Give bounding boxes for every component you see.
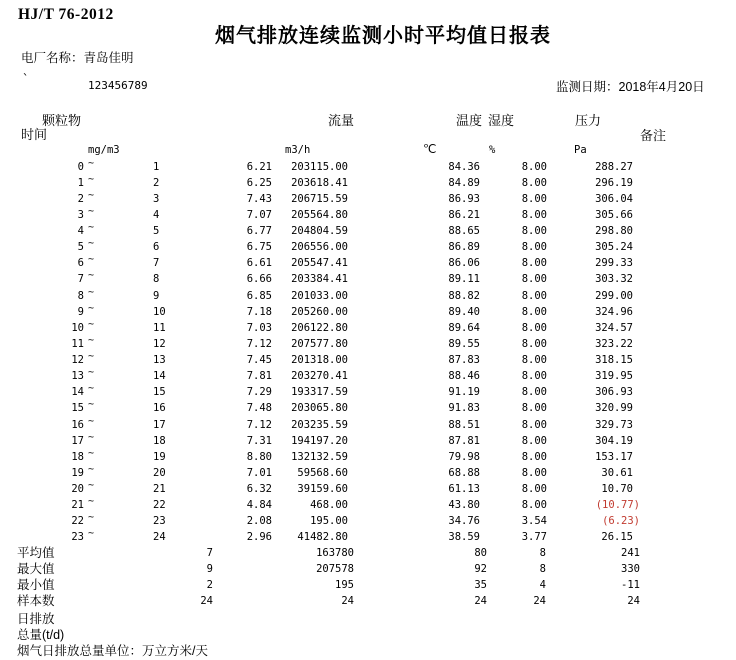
cell-hour-start: 9 <box>77 305 84 318</box>
cell-temp: 91.19 <box>448 386 480 399</box>
cell-hour-end: 11 <box>153 321 166 334</box>
cell-flow: 194197.20 <box>291 434 348 447</box>
table-row <box>0 449 736 465</box>
cell-humidity: 8.00 <box>521 241 547 254</box>
cell-pressure: 30.61 <box>601 466 633 479</box>
cell-hour-end: 18 <box>153 434 166 447</box>
cell-temp: 43.80 <box>448 499 480 512</box>
cell-temp: 88.51 <box>448 418 480 431</box>
summary-temp: 35 <box>474 579 487 591</box>
cell-temp: 84.36 <box>448 160 480 173</box>
table-row <box>0 207 736 223</box>
summary-pm: 2 <box>206 579 213 591</box>
tilde-separator: ~ <box>88 173 95 185</box>
cell-pm: 6.61 <box>246 257 272 270</box>
cell-pm: 7.01 <box>246 466 272 479</box>
cell-pressure: 288.27 <box>595 160 633 173</box>
table-row <box>0 352 736 368</box>
summary-temp: 92 <box>474 563 487 575</box>
cell-pressure: 318.15 <box>595 354 633 367</box>
cell-humidity: 8.00 <box>521 370 547 383</box>
cell-temp: 89.40 <box>448 305 480 318</box>
page-title: 烟气排放连续监测小时平均值日报表 <box>215 25 551 47</box>
cell-pm: 7.18 <box>246 305 272 318</box>
cell-temp: 87.81 <box>448 434 480 447</box>
table-row <box>0 239 736 255</box>
cell-hour-end: 12 <box>153 337 166 350</box>
cell-flow: 468.00 <box>310 499 348 512</box>
cell-pm: 7.03 <box>246 321 272 334</box>
cell-hour-start: 19 <box>71 466 84 479</box>
cell-pressure: 299.33 <box>595 257 633 270</box>
cell-temp: 86.06 <box>448 257 480 270</box>
tilde-separator: ~ <box>88 431 95 443</box>
unit-pressure: Pa <box>574 144 587 156</box>
summary-pressure: 241 <box>621 547 640 559</box>
cell-pressure: 305.24 <box>595 241 633 254</box>
cell-hour-start: 8 <box>77 289 84 302</box>
tilde-separator: ~ <box>88 351 95 363</box>
cell-pressure: (10.77) <box>595 499 640 512</box>
table-row <box>0 191 736 207</box>
tilde-separator: ~ <box>88 318 95 330</box>
cell-hour-start: 22 <box>71 515 84 528</box>
summary-humidity: 24 <box>533 595 546 607</box>
summary-row <box>0 561 736 577</box>
cell-hour-end: 16 <box>153 402 166 415</box>
cell-pressure: 324.57 <box>595 321 633 334</box>
summary-humidity: 8 <box>539 563 546 575</box>
cell-humidity: 3.54 <box>521 515 547 528</box>
cell-humidity: 8.00 <box>521 418 547 431</box>
cell-flow: 201033.00 <box>291 289 348 302</box>
cell-pressure: 319.95 <box>595 370 633 383</box>
tilde-separator: ~ <box>88 480 95 492</box>
cell-humidity: 8.00 <box>521 192 547 205</box>
cell-humidity: 8.00 <box>521 337 547 350</box>
summary-pm: 7 <box>206 547 213 559</box>
cell-pressure: 26.15 <box>601 531 633 544</box>
table-row <box>0 320 736 336</box>
cell-hour-end: 6 <box>153 241 160 254</box>
tilde-separator: ~ <box>88 447 95 459</box>
summary-row <box>0 593 736 609</box>
cell-flow: 203618.41 <box>291 176 348 189</box>
cell-temp: 88.82 <box>448 289 480 302</box>
table-row <box>0 288 736 304</box>
cell-flow: 205260.00 <box>291 305 348 318</box>
cell-flow: 132132.59 <box>291 450 348 463</box>
cell-flow: 206715.59 <box>291 192 348 205</box>
footer-line: 日排放 <box>17 612 55 626</box>
table-row <box>0 271 736 287</box>
summary-label: 平均值 <box>17 546 55 560</box>
cell-humidity: 8.00 <box>521 208 547 221</box>
cell-humidity: 8.00 <box>521 450 547 463</box>
cell-pressure: 298.80 <box>595 225 633 238</box>
cell-temp: 87.83 <box>448 354 480 367</box>
cell-flow: 41482.80 <box>297 531 348 544</box>
cell-hour-start: 2 <box>77 192 84 205</box>
tilde-separator: ~ <box>88 157 95 169</box>
cell-humidity: 8.00 <box>521 273 547 286</box>
cell-flow: 204804.59 <box>291 225 348 238</box>
cell-hour-end: 13 <box>153 354 166 367</box>
unit-flow: m3/h <box>285 144 311 156</box>
cell-hour-start: 4 <box>77 225 84 238</box>
cell-hour-end: 21 <box>153 483 166 496</box>
cell-hour-end: 22 <box>153 499 166 512</box>
cell-temp: 38.59 <box>448 531 480 544</box>
cell-hour-start: 18 <box>71 450 84 463</box>
cell-pm: 2.08 <box>246 515 272 528</box>
cell-pm: 6.25 <box>246 176 272 189</box>
table-row <box>0 433 736 449</box>
cell-pressure: (6.23) <box>602 515 640 528</box>
cell-pm: 4.84 <box>246 499 272 512</box>
tilde-separator: ~ <box>88 189 95 201</box>
summary-flow: 195 <box>335 579 354 591</box>
cell-hour-end: 17 <box>153 418 166 431</box>
cell-pressure: 153.17 <box>595 450 633 463</box>
cell-humidity: 8.00 <box>521 289 547 302</box>
cell-hour-start: 13 <box>71 370 84 383</box>
table-row <box>0 255 736 271</box>
cell-hour-end: 1 <box>153 160 160 173</box>
table-row <box>0 336 736 352</box>
cell-hour-end: 23 <box>153 515 166 528</box>
cell-pressure: 303.32 <box>595 273 633 286</box>
cell-hour-end: 24 <box>153 531 166 544</box>
cell-hour-start: 14 <box>71 386 84 399</box>
summary-temp: 24 <box>474 595 487 607</box>
cell-flow: 203235.59 <box>291 418 348 431</box>
cell-temp: 88.65 <box>448 225 480 238</box>
cell-hour-end: 9 <box>153 289 160 302</box>
unit-temp: ℃ <box>423 142 437 156</box>
cell-pm: 7.48 <box>246 402 272 415</box>
cell-hour-start: 7 <box>77 273 84 286</box>
cell-temp: 86.21 <box>448 208 480 221</box>
cell-temp: 91.83 <box>448 402 480 415</box>
cell-flow: 193317.59 <box>291 386 348 399</box>
cell-hour-start: 1 <box>77 176 84 189</box>
cell-humidity: 8.00 <box>521 321 547 334</box>
summary-humidity: 4 <box>539 579 546 591</box>
summary-temp: 80 <box>474 547 487 559</box>
summary-label: 最小值 <box>17 578 55 592</box>
summary-pressure: -11 <box>621 579 640 591</box>
cell-pm: 6.32 <box>246 483 272 496</box>
cell-temp: 89.55 <box>448 337 480 350</box>
cell-flow: 203115.00 <box>291 160 348 173</box>
cell-temp: 86.89 <box>448 241 480 254</box>
footer-line: 总量(t/d) <box>17 628 65 642</box>
table-row <box>0 497 736 513</box>
col-header-flow: 流量 <box>328 113 355 128</box>
cell-hour-end: 10 <box>153 305 166 318</box>
summary-flow: 163780 <box>316 547 354 559</box>
table-row <box>0 465 736 481</box>
cell-temp: 34.76 <box>448 515 480 528</box>
summary-humidity: 8 <box>539 547 546 559</box>
cell-hour-start: 0 <box>77 160 84 173</box>
table-row <box>0 513 736 529</box>
cell-flow: 206122.80 <box>291 321 348 334</box>
tilde-separator: ~ <box>88 222 95 234</box>
tilde-separator: ~ <box>88 286 95 298</box>
cell-pm: 6.85 <box>246 289 272 302</box>
cell-humidity: 8.00 <box>521 402 547 415</box>
cell-hour-end: 20 <box>153 466 166 479</box>
cell-humidity: 8.00 <box>521 434 547 447</box>
col-header-time: 时间 <box>21 127 48 142</box>
tilde-separator: ~ <box>88 415 95 427</box>
cell-pm: 7.12 <box>246 418 272 431</box>
cell-humidity: 8.00 <box>521 354 547 367</box>
summary-pressure: 330 <box>621 563 640 575</box>
cell-pm: 7.45 <box>246 354 272 367</box>
cell-hour-end: 2 <box>153 176 160 189</box>
cell-temp: 61.13 <box>448 483 480 496</box>
cell-humidity: 8.00 <box>521 386 547 399</box>
standard-code: HJ/T 76-2012 <box>18 6 114 23</box>
summary-pm: 9 <box>206 563 213 575</box>
cell-pm: 6.21 <box>246 160 272 173</box>
cell-flow: 195.00 <box>310 515 348 528</box>
cell-hour-start: 21 <box>71 499 84 512</box>
cell-pm: 6.66 <box>246 273 272 286</box>
stray-mark: ` <box>22 72 30 86</box>
cell-flow: 59568.60 <box>297 466 348 479</box>
cell-pressure: 324.96 <box>595 305 633 318</box>
summary-flow: 207578 <box>316 563 354 575</box>
cell-hour-end: 7 <box>153 257 160 270</box>
cell-hour-start: 20 <box>71 483 84 496</box>
cell-hour-start: 11 <box>71 337 84 350</box>
tilde-separator: ~ <box>88 238 95 250</box>
cell-hour-end: 8 <box>153 273 160 286</box>
tilde-separator: ~ <box>88 463 95 475</box>
cell-pressure: 320.99 <box>595 402 633 415</box>
table-row <box>0 529 736 545</box>
cell-flow: 203270.41 <box>291 370 348 383</box>
footer-line: 烟气日排放总量单位：万立方米/天 <box>17 644 208 658</box>
cell-flow: 203065.80 <box>291 402 348 415</box>
cell-hour-start: 17 <box>71 434 84 447</box>
cell-pm: 7.29 <box>246 386 272 399</box>
col-header-pm: 颗粒物 <box>42 113 82 128</box>
summary-label: 最大值 <box>17 562 55 576</box>
summary-flow: 24 <box>341 595 354 607</box>
col-header-pressure: 压力 <box>575 113 602 128</box>
cell-flow: 201318.00 <box>291 354 348 367</box>
cell-temp: 79.98 <box>448 450 480 463</box>
cell-pressure: 296.19 <box>595 176 633 189</box>
summary-pm: 24 <box>200 595 213 607</box>
tilde-separator: ~ <box>88 399 95 411</box>
table-row <box>0 223 736 239</box>
cell-flow: 206556.00 <box>291 241 348 254</box>
cell-flow: 205564.80 <box>291 208 348 221</box>
cell-flow: 203384.41 <box>291 273 348 286</box>
summary-row <box>0 577 736 593</box>
table-row <box>0 481 736 497</box>
monitor-date-label: 监测日期：2018年4月20日 <box>556 80 705 94</box>
plant-name-label: 电厂名称：青岛佳明 <box>21 51 134 65</box>
cell-pm: 7.31 <box>246 434 272 447</box>
tilde-separator: ~ <box>88 270 95 282</box>
cell-humidity: 8.00 <box>521 499 547 512</box>
cell-humidity: 8.00 <box>521 257 547 270</box>
cell-humidity: 8.00 <box>521 176 547 189</box>
tilde-separator: ~ <box>88 383 95 395</box>
summary-label: 样本数 <box>17 594 55 608</box>
cell-hour-start: 5 <box>77 241 84 254</box>
cell-hour-end: 3 <box>153 192 160 205</box>
cell-pressure: 304.19 <box>595 434 633 447</box>
cell-hour-start: 3 <box>77 208 84 221</box>
tilde-separator: ~ <box>88 528 95 540</box>
cell-hour-start: 6 <box>77 257 84 270</box>
cell-humidity: 8.00 <box>521 483 547 496</box>
cell-pressure: 323.22 <box>595 337 633 350</box>
cell-hour-start: 23 <box>71 531 84 544</box>
table-row <box>0 400 736 416</box>
cell-pm: 7.81 <box>246 370 272 383</box>
cell-pm: 6.77 <box>246 225 272 238</box>
col-header-temp: 温度 <box>456 113 483 128</box>
cell-pressure: 306.93 <box>595 386 633 399</box>
tilde-separator: ~ <box>88 512 95 524</box>
cell-pressure: 305.66 <box>595 208 633 221</box>
summary-row <box>0 545 736 561</box>
summary-pressure: 24 <box>627 595 640 607</box>
cell-pm: 8.80 <box>246 450 272 463</box>
tilde-separator: ~ <box>88 254 95 266</box>
cell-pressure: 10.70 <box>601 483 633 496</box>
cell-humidity: 8.00 <box>521 225 547 238</box>
table-row <box>0 159 736 175</box>
table-row <box>0 417 736 433</box>
cell-temp: 68.88 <box>448 466 480 479</box>
tilde-separator: ~ <box>88 367 95 379</box>
cell-temp: 89.64 <box>448 321 480 334</box>
cell-temp: 89.11 <box>448 273 480 286</box>
cell-hour-end: 4 <box>153 208 160 221</box>
cell-humidity: 8.00 <box>521 160 547 173</box>
table-row <box>0 304 736 320</box>
cell-hour-start: 16 <box>71 418 84 431</box>
cell-pressure: 306.04 <box>595 192 633 205</box>
cell-hour-end: 19 <box>153 450 166 463</box>
cell-hour-start: 12 <box>71 354 84 367</box>
tilde-separator: ~ <box>88 334 95 346</box>
table-row <box>0 384 736 400</box>
cell-pm: 7.43 <box>246 192 272 205</box>
cell-flow: 207577.80 <box>291 337 348 350</box>
cell-pm: 2.96 <box>246 531 272 544</box>
table-row <box>0 368 736 384</box>
col-header-humidity: 湿度 <box>488 113 515 128</box>
cell-temp: 86.93 <box>448 192 480 205</box>
cell-humidity: 8.00 <box>521 305 547 318</box>
cell-hour-start: 15 <box>71 402 84 415</box>
cell-pm: 6.75 <box>246 241 272 254</box>
cell-hour-end: 14 <box>153 370 166 383</box>
unit-pm: mg/m3 <box>88 144 120 156</box>
unit-humidity: % <box>489 144 496 156</box>
col-header-remark: 备注 <box>640 128 667 143</box>
cell-temp: 84.89 <box>448 176 480 189</box>
tilde-separator: ~ <box>88 496 95 508</box>
cell-pressure: 329.73 <box>595 418 633 431</box>
tilde-separator: ~ <box>88 302 95 314</box>
cell-humidity: 8.00 <box>521 466 547 479</box>
cell-pm: 7.07 <box>246 208 272 221</box>
cell-hour-end: 5 <box>153 225 160 238</box>
cell-pressure: 299.00 <box>595 289 633 302</box>
cell-flow: 39159.60 <box>297 483 348 496</box>
table-row <box>0 175 736 191</box>
plant-code: 123456789 <box>88 79 148 92</box>
cell-pm: 7.12 <box>246 337 272 350</box>
tilde-separator: ~ <box>88 205 95 217</box>
cell-humidity: 3.77 <box>521 531 547 544</box>
cell-flow: 205547.41 <box>291 257 348 270</box>
cell-hour-start: 10 <box>71 321 84 334</box>
cell-temp: 88.46 <box>448 370 480 383</box>
cell-hour-end: 15 <box>153 386 166 399</box>
